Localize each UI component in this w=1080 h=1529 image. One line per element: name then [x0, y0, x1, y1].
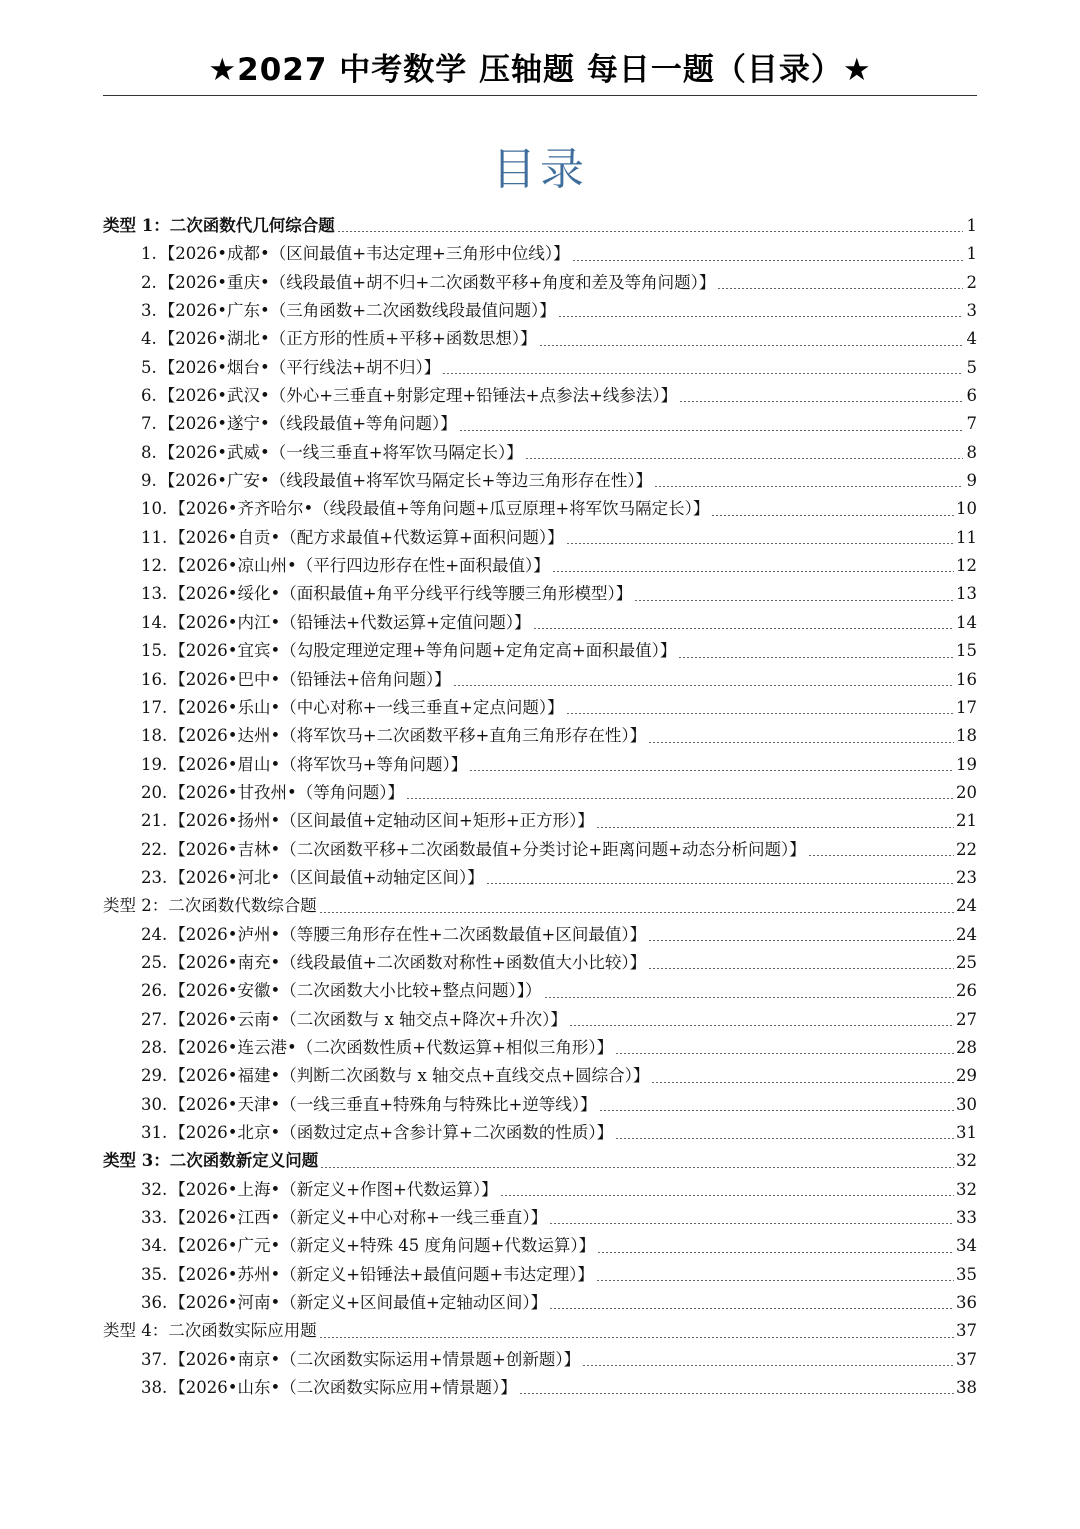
toc-entry-number: 28.: [141, 1037, 168, 1057]
toc-entry-title: 【2026•齐齐哈尔•（线段最值+等角问题+瓜豆原理+将军饮马隔定长）】: [169, 499, 710, 519]
dot-leader: [648, 742, 954, 743]
table-of-contents: [103, 212, 977, 1402]
dot-leader: [808, 855, 954, 856]
dot-leader: [599, 1110, 954, 1111]
toc-entry-number: 3.: [141, 301, 157, 321]
toc-entry-title: 【2026•福建•（判断二次函数与 x 轴交点+直线交点+圆综合）】: [169, 1066, 650, 1086]
toc-entry[interactable]: [103, 325, 977, 353]
dot-leader: [572, 260, 963, 261]
toc-entry-number: 4.: [141, 329, 157, 349]
toc-entry[interactable]: [103, 297, 977, 325]
toc-page-number: 37: [956, 1321, 977, 1341]
toc-entry-title: 【2026•宜宾•（勾股定理逆定理+等角问题+定角定高+面积最值）】: [169, 641, 677, 661]
dot-leader: [544, 997, 954, 998]
dot-leader: [615, 1138, 954, 1139]
toc-entry-number: 1.: [141, 244, 157, 264]
dot-leader: [549, 1223, 954, 1224]
toc-entry-title: 【2026•自贡•（配方求最值+代数运算+面积问题）】: [169, 527, 564, 547]
dot-leader: [634, 600, 954, 601]
toc-entry[interactable]: [103, 439, 977, 467]
toc-entry-number: 2.: [141, 272, 157, 292]
toc-entry-title: 【2026•眉山•（将军饮马+等角问题）】: [169, 754, 468, 774]
toc-entry-number: 15.: [141, 641, 168, 661]
toc-entry-number: 37.: [141, 1349, 168, 1369]
toc-entry-title: 【2026•上海•（新定义+作图+代数运算）】: [169, 1179, 498, 1199]
toc-entry-title: 【2026•广安•（线段最值+将军饮马隔定长+等边三角形存在性）】: [158, 471, 653, 491]
dot-leader: [648, 968, 954, 969]
toc-entry-title: 【2026•重庆•（线段最值+胡不归+二次函数平移+角度和差及等角问题）】: [158, 272, 716, 292]
toc-page-number: 37: [956, 1349, 977, 1369]
toc-entry[interactable]: [103, 1261, 977, 1289]
toc-entry-number: 34.: [141, 1236, 168, 1256]
toc-page-number: 19: [956, 754, 977, 774]
toc-page-number: 34: [956, 1236, 977, 1256]
toc-entry[interactable]: [103, 524, 977, 552]
toc-entry[interactable]: [103, 1006, 977, 1034]
toc-entry[interactable]: [103, 552, 977, 580]
dot-leader: [486, 883, 954, 884]
dot-leader: [651, 1082, 954, 1083]
dot-leader: [320, 1167, 954, 1168]
toc-page-number: 35: [956, 1264, 977, 1284]
toc-page-number: 16: [956, 669, 977, 689]
toc-entry-number: 8.: [141, 442, 157, 462]
toc-section-title: 类型 2：二次函数代数综合题: [103, 896, 317, 916]
toc-entry-number: 14.: [141, 612, 168, 632]
toc-entry-title: 【2026•广元•（新定义+特殊 45 度角问题+代数运算）】: [169, 1236, 596, 1256]
toc-entry-number: 35.: [141, 1264, 168, 1284]
toc-entry[interactable]: [103, 410, 977, 438]
toc-entry[interactable]: [103, 1289, 977, 1317]
page-title: 目录: [492, 144, 588, 195]
dot-leader: [519, 1393, 954, 1394]
page-header: [103, 48, 977, 92]
header-rule: [103, 95, 977, 96]
toc-entry-title: 【2026•北京•（函数过定点+含参计算+二次函数的性质）】: [169, 1123, 614, 1142]
toc-page-number: 18: [956, 726, 977, 746]
toc-entry-title: 【2026•天津•（一线三垂直+特殊角与特殊比+逆等线）】: [169, 1094, 597, 1114]
toc-page-number: 14: [956, 612, 977, 632]
toc-entry[interactable]: [103, 751, 977, 779]
toc-entry-number: 21.: [141, 811, 168, 831]
dot-leader: [539, 345, 963, 346]
toc-entry-number: 20.: [141, 782, 168, 802]
toc-page-number: 9: [966, 471, 977, 491]
toc-page-number: 11: [956, 527, 977, 547]
toc-entry-number: 25.: [141, 952, 168, 972]
toc-entry[interactable]: [103, 495, 977, 523]
dot-leader: [549, 1308, 954, 1309]
toc-entry-number: 26.: [141, 981, 168, 1001]
toc-section-title: 类型 4：二次函数实际应用题: [103, 1321, 317, 1341]
toc-entry-title: 【2026•云南•（二次函数与 x 轴交点+降次+升次）】: [169, 1009, 567, 1029]
toc-page-number: 13: [956, 584, 977, 604]
toc-entry-title: 【2026•甘孜州•（等角问题）】: [169, 782, 404, 802]
toc-page-number: 6: [966, 386, 977, 406]
toc-entry-title: 【2026•绥化•（面积最值+角平分线平行线等腰三角形模型）】: [169, 584, 633, 604]
toc-entry-number: 29.: [141, 1066, 168, 1086]
toc-entry-number: 13.: [141, 584, 168, 604]
dot-leader: [533, 628, 954, 629]
toc-entry-title: 【2026•成都•（区间最值+韦达定理+三角形中位线）】: [158, 244, 570, 264]
dot-leader: [679, 401, 963, 402]
toc-entry-title: 【2026•达州•（将军饮马+二次函数平移+直角三角形存在性）】: [169, 726, 647, 746]
toc-page-number: 20: [956, 782, 977, 802]
dot-leader: [406, 798, 954, 799]
dot-leader: [717, 288, 963, 289]
toc-entry[interactable]: [103, 836, 977, 864]
toc-entry[interactable]: [103, 694, 977, 722]
toc-entry[interactable]: [103, 354, 977, 382]
toc-entry[interactable]: [103, 921, 977, 949]
toc-entry[interactable]: [103, 580, 977, 608]
toc-section-heading[interactable]: [103, 1147, 977, 1175]
toc-entry[interactable]: [103, 1232, 977, 1260]
dot-leader: [678, 657, 954, 658]
toc-entry-title: 【2026•武威•（一线三垂直+将军饮马隔定长）】: [158, 442, 523, 462]
toc-entry-number: 12.: [141, 556, 168, 576]
toc-page-number: 30: [956, 1094, 977, 1114]
toc-entry-number: 22.: [141, 839, 168, 859]
toc-entry[interactable]: [103, 1062, 977, 1090]
toc-entry-title: 【2026•河南•（新定义+区间最值+定轴动区间）】: [169, 1293, 548, 1313]
toc-entry-number: 38.: [141, 1378, 168, 1398]
toc-entry[interactable]: [103, 609, 977, 637]
toc-page-number: 22: [956, 839, 977, 859]
toc-page-number: 28: [956, 1037, 977, 1057]
toc-entry-number: 9.: [141, 471, 157, 491]
toc-entry[interactable]: [103, 977, 977, 1005]
toc-page-number: 27: [956, 1009, 977, 1029]
toc-entry-title: 【2026•扬州•（区间最值+定轴动区间+矩形+正方形）】: [169, 811, 594, 831]
toc-entry-title: 【2026•烟台•（平行线法+胡不归）】: [158, 357, 441, 377]
toc-page-number: 8: [966, 442, 977, 462]
toc-entry[interactable]: [103, 1346, 977, 1374]
dot-leader: [469, 770, 954, 771]
toc-page-number: 23: [956, 867, 977, 887]
toc-entry-number: 23.: [141, 867, 168, 887]
toc-page-number: 1: [966, 216, 977, 235]
toc-entry[interactable]: [103, 1091, 977, 1119]
toc-page-number: 5: [966, 357, 977, 377]
toc-page-number: 24: [956, 924, 977, 944]
toc-page-number: 4: [966, 329, 977, 349]
toc-page-number: 1: [966, 244, 977, 264]
toc-entry[interactable]: [103, 637, 977, 665]
toc-entry[interactable]: [103, 722, 977, 750]
toc-page-number: 3: [966, 301, 977, 321]
toc-entry-title: 【2026•巴中•（铅锤法+倍角问题）】: [169, 669, 451, 689]
toc-entry[interactable]: [103, 240, 977, 268]
toc-entry-number: 11.: [141, 527, 168, 547]
toc-page-number: 2: [966, 272, 977, 292]
toc-entry-number: 7.: [141, 414, 157, 434]
toc-entry-title: 【2026•吉林•（二次函数平移+二次函数最值+分类讨论+距离问题+动态分析问题）】: [169, 839, 806, 859]
toc-entry[interactable]: [103, 467, 977, 495]
toc-page-number: 7: [966, 414, 977, 434]
toc-entry[interactable]: [103, 1374, 977, 1402]
toc-entry-number: 19.: [141, 754, 168, 774]
toc-entry-number: 32.: [141, 1179, 168, 1199]
toc-entry-number: 17.: [141, 697, 168, 717]
dot-leader: [596, 1280, 954, 1281]
dot-leader: [566, 713, 954, 714]
toc-page-number: 29: [956, 1066, 977, 1086]
toc-entry-number: 36.: [141, 1293, 168, 1313]
dot-leader: [459, 430, 963, 431]
toc-entry-title: 【2026•乐山•（中心对称+一线三垂直+定点问题）】: [169, 697, 564, 717]
toc-page-number: 26: [956, 981, 977, 1001]
dot-leader: [525, 458, 963, 459]
toc-page-number: 31: [956, 1123, 977, 1142]
toc-section-heading[interactable]: [103, 892, 977, 920]
dot-leader: [597, 1252, 954, 1253]
toc-page-number: 21: [956, 811, 977, 831]
toc-entry[interactable]: [103, 382, 977, 410]
dot-leader: [500, 1195, 954, 1196]
toc-section-heading[interactable]: [103, 212, 977, 240]
header-title: ★2027 中考数学 压轴题 每日一题（目录）★: [208, 52, 872, 88]
toc-entry-title: 【2026•凉山州•（平行四边形存在性+面积最值）】: [169, 556, 550, 576]
dot-leader: [596, 827, 954, 828]
toc-entry[interactable]: [103, 779, 977, 807]
dot-leader: [648, 940, 954, 941]
toc-entry-number: 16.: [141, 669, 168, 689]
toc-entry-number: 5.: [141, 357, 157, 377]
toc-entry-title: 【2026•山东•（二次函数实际应用+情景题）】: [169, 1378, 517, 1398]
toc-page-number: 32: [956, 1179, 977, 1199]
dot-leader: [582, 1365, 954, 1366]
toc-section-title: 类型 1：二次函数代几何综合题: [103, 216, 335, 235]
toc-entry-number: 6.: [141, 386, 157, 406]
toc-page-number: 25: [956, 952, 977, 972]
dot-leader: [569, 1025, 954, 1026]
toc-entry-title: 【2026•河北•（区间最值+动轴定区间）】: [169, 867, 484, 887]
dot-leader: [319, 912, 954, 913]
toc-entry-title: 【2026•安徽•（二次函数大小比较+整点问题）】）: [169, 981, 542, 1001]
toc-entry-number: 18.: [141, 726, 168, 746]
toc-entry-number: 31.: [141, 1123, 168, 1142]
toc-entry-number: 24.: [141, 924, 168, 944]
toc-entry[interactable]: [103, 949, 977, 977]
toc-entry-title: 【2026•泸州•（等腰三角形存在性+二次函数最值+区间最值）】: [169, 924, 647, 944]
toc-entry[interactable]: [103, 269, 977, 297]
toc-entry-title: 【2026•江西•（新定义+中心对称+一线三垂直）】: [169, 1208, 548, 1228]
toc-entry[interactable]: [103, 666, 977, 694]
dot-leader: [711, 515, 954, 516]
toc-page-number: 33: [956, 1208, 977, 1228]
toc-entry-number: 27.: [141, 1009, 168, 1029]
toc-entry[interactable]: [103, 864, 977, 892]
toc-entry-title: 【2026•南京•（二次函数实际运用+情景题+创新题）】: [169, 1349, 581, 1369]
toc-entry-title: 【2026•广东•（三角函数+二次函数线段最值问题）】: [158, 301, 556, 321]
dot-leader: [615, 1053, 954, 1054]
toc-page-number: 10: [956, 499, 977, 519]
toc-entry-title: 【2026•连云港•（二次函数性质+代数运算+相似三角形）】: [169, 1037, 614, 1057]
toc-entry-number: 30.: [141, 1094, 168, 1114]
toc-entry-number: 10.: [141, 499, 168, 519]
toc-entry[interactable]: [103, 1119, 977, 1147]
toc-page-number: 15: [956, 641, 977, 661]
dot-leader: [442, 373, 963, 374]
toc-entry-title: 【2026•武汉•（外心+三垂直+射影定理+铅锤法+点参法+线参法）】: [158, 386, 678, 406]
dot-leader: [654, 486, 963, 487]
toc-page-number: 12: [956, 556, 977, 576]
toc-entry[interactable]: [103, 1034, 977, 1062]
dot-leader: [552, 571, 954, 572]
toc-entry-title: 【2026•湖北•（正方形的性质+平移+函数思想）】: [158, 329, 537, 349]
toc-entry-title: 【2026•南充•（线段最值+二次函数对称性+函数值大小比较）】: [169, 952, 647, 972]
dot-leader: [319, 1337, 954, 1338]
dot-leader: [566, 543, 954, 544]
dot-leader: [453, 685, 954, 686]
toc-entry[interactable]: [103, 1204, 977, 1232]
toc-entry-title: 【2026•苏州•（新定义+铅锤法+最值问题+韦达定理）】: [169, 1264, 594, 1284]
toc-page-number: 24: [956, 896, 977, 916]
toc-entry-title: 【2026•遂宁•（线段最值+等角问题）】: [158, 414, 457, 434]
toc-entry-title: 【2026•内江•（铅锤法+代数运算+定值问题）】: [169, 612, 531, 632]
toc-page-number: 17: [956, 697, 977, 717]
dot-leader: [337, 231, 963, 232]
toc-page-number: 32: [956, 1151, 977, 1171]
toc-entry[interactable]: [103, 807, 977, 835]
dot-leader: [558, 316, 963, 317]
toc-entry[interactable]: [103, 1176, 977, 1204]
toc-section-title: 类型 3：二次函数新定义问题: [103, 1151, 319, 1171]
toc-section-heading[interactable]: [103, 1317, 977, 1345]
toc-page-number: 38: [956, 1378, 977, 1398]
toc-page-number: 36: [956, 1293, 977, 1313]
toc-entry-number: 33.: [141, 1208, 168, 1228]
